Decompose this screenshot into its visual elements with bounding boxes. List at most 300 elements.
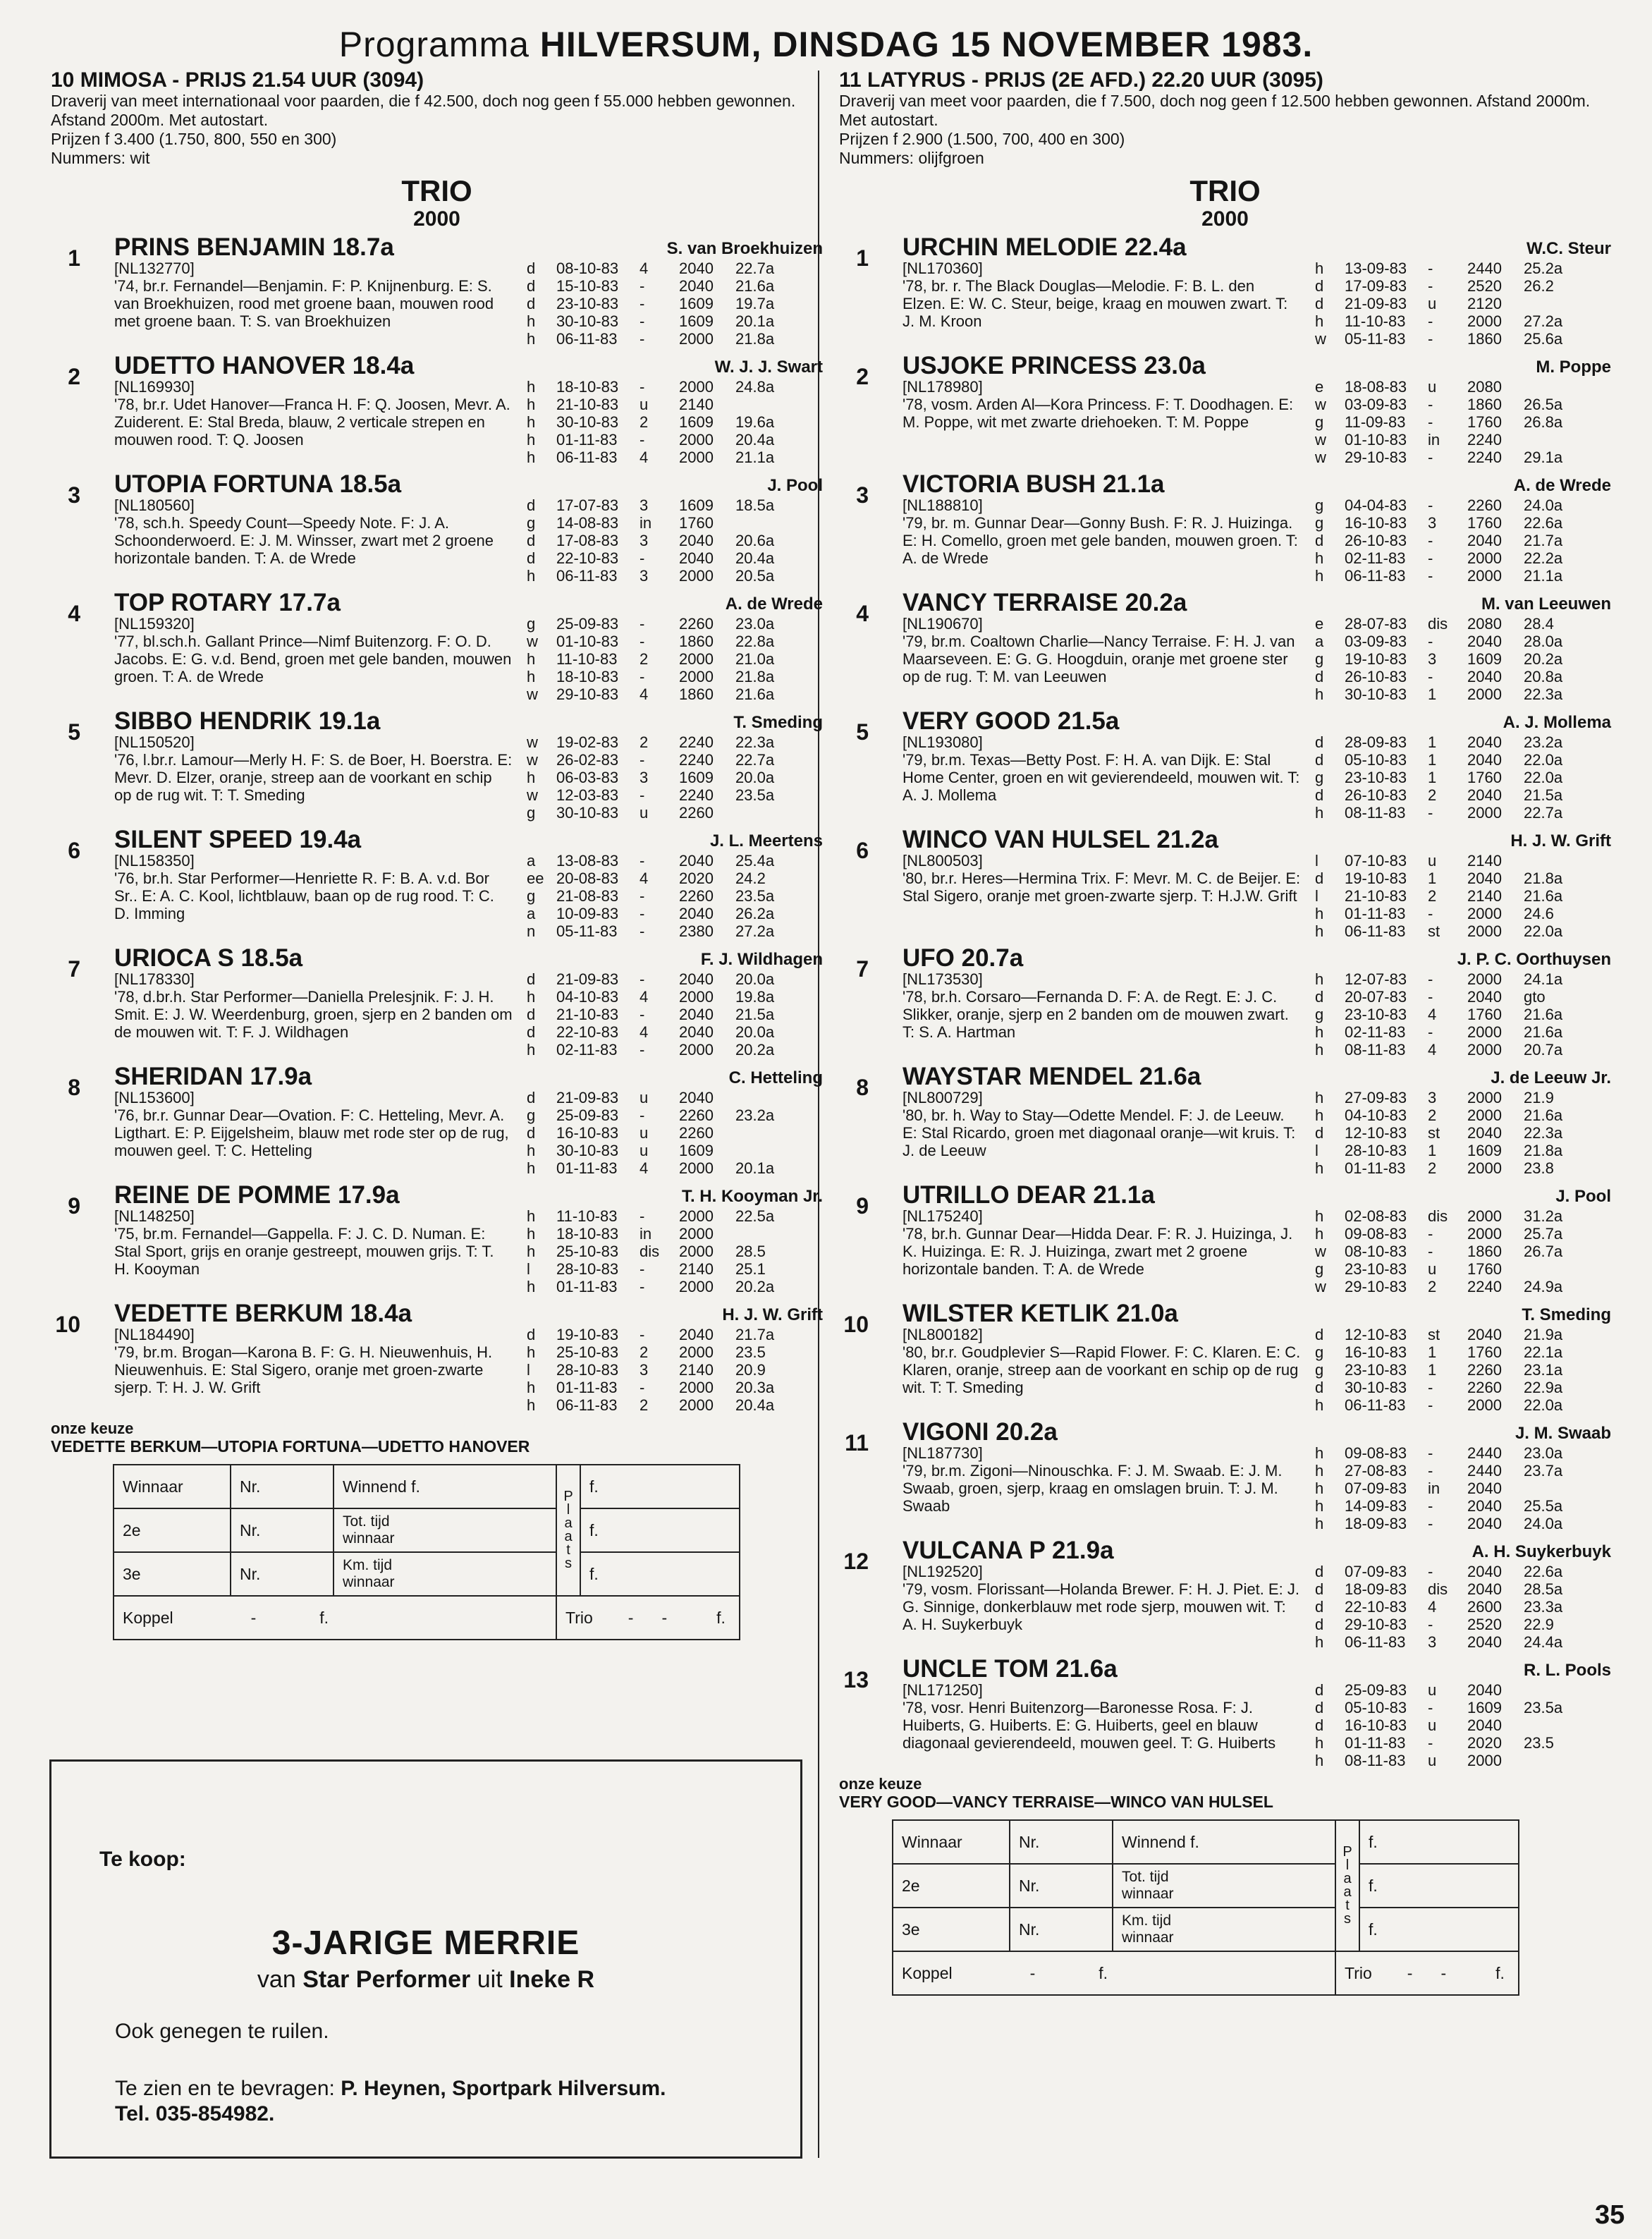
form-distance: 1609	[679, 496, 714, 514]
form-distance: 2000	[1467, 312, 1502, 330]
horse-body	[839, 615, 1611, 703]
form-track: d	[1315, 1598, 1324, 1616]
form-place: in	[640, 1225, 652, 1243]
form-time	[1524, 852, 1587, 870]
horse-header	[51, 709, 823, 733]
form-time: 20.8a	[1524, 668, 1563, 685]
form-place: -	[1428, 312, 1433, 330]
horse-info: [NL187730] '79, br.m. Zigoni—Ninouschka. F: J. M. Swaab. E: J. M. Swaab, groen, sjerp, kraag en omslagen bruin. T: J. M. Swaab	[903, 1444, 1283, 1515]
form-time: 29.1a	[1524, 449, 1563, 466]
form-row	[1315, 378, 1611, 396]
form-place: st	[1428, 1124, 1440, 1142]
form-distance: 2040	[679, 905, 714, 922]
form-time: 20.2a	[735, 1278, 775, 1295]
horse-number: 2	[856, 364, 869, 389]
horse-driver: J. Pool	[1555, 1187, 1611, 1206]
form-row	[527, 532, 823, 549]
form-time: 22.0a	[1524, 922, 1563, 940]
ad-phone: Tel. 035-854982.	[115, 2102, 275, 2125]
form-distance: 2240	[1467, 1278, 1502, 1295]
form-track: w	[1315, 1278, 1326, 1295]
horse-form	[1315, 615, 1611, 703]
form-date: 11-10-83	[556, 1207, 618, 1225]
horse-body	[51, 1089, 823, 1177]
form-distance: 2040	[679, 1326, 714, 1343]
plaats-f3: f.	[1359, 1908, 1519, 1951]
form-distance: 2140	[679, 1260, 714, 1278]
form-track: w	[1315, 330, 1326, 348]
winnaar-label: Winnaar	[893, 1820, 1010, 1864]
form-place: 2	[1428, 1159, 1437, 1177]
horse-name: WAYSTAR MENDEL 21.6a	[903, 1063, 1201, 1090]
horse-driver: A. J. Mollema	[1503, 713, 1611, 732]
form-time	[1524, 1480, 1587, 1497]
form-track: h	[527, 1379, 536, 1396]
winnend-label: Winnend f.	[334, 1465, 556, 1508]
form-track: h	[527, 1207, 536, 1225]
form-distance: 1860	[679, 633, 714, 650]
race-description: Draverij van meet internationaal voor paarden, die f 42.500, doch nog geen f 55.000 hebben gewonnen. Afstand 2000m. Met autostart.	[51, 92, 796, 129]
horse-body	[51, 1207, 823, 1295]
horse-name: VULCANA P 21.9a	[903, 1537, 1114, 1564]
horse-header	[51, 1183, 823, 1207]
form-date: 03-09-83	[1345, 633, 1407, 650]
nr-label: Nr.	[1010, 1864, 1113, 1908]
form-distance: 1609	[679, 769, 714, 786]
form-row	[527, 970, 823, 988]
form-track: g	[1315, 496, 1324, 514]
form-place: -	[640, 1260, 645, 1278]
form-distance: 2140	[679, 396, 714, 413]
form-place: -	[640, 633, 645, 650]
form-time: 20.3a	[735, 1379, 775, 1396]
horse-header	[839, 1539, 1611, 1563]
form-track: d	[1315, 1681, 1324, 1699]
form-date: 01-10-83	[556, 633, 619, 650]
form-distance: 2120	[1467, 295, 1502, 312]
horse-name: SILENT SPEED 19.4a	[114, 826, 362, 853]
horse-form	[1315, 260, 1611, 348]
form-track: h	[1315, 312, 1324, 330]
form-time: 20.5a	[735, 567, 775, 585]
keuze-picks: VEDETTE BERKUM—UTOPIA FORTUNA—UDETTO HANOVER	[51, 1437, 530, 1456]
form-date: 12-03-83	[556, 786, 619, 804]
form-time: 20.1a	[735, 312, 775, 330]
form-track: l	[527, 1361, 530, 1379]
form-date: 01-11-83	[556, 431, 618, 449]
horse-body	[51, 852, 823, 940]
horse-form	[527, 1089, 823, 1177]
form-row	[527, 1243, 823, 1260]
form-track: d	[1315, 870, 1324, 887]
horse-number: 6	[68, 838, 80, 863]
form-date: 23-10-83	[1345, 1361, 1407, 1379]
horse-header	[839, 591, 1611, 615]
horse-driver: S. van Broekhuizen	[666, 239, 823, 258]
ad-sub-mother: Ineke R	[509, 1966, 595, 1993]
form-row	[527, 567, 823, 585]
horse-entry	[51, 828, 823, 940]
form-time: 21.5a	[735, 1006, 775, 1023]
form-track: h	[1315, 1159, 1324, 1177]
form-row	[527, 1361, 823, 1379]
form-track: d	[1315, 295, 1324, 312]
form-place: 3	[640, 769, 649, 786]
horse-driver: J. de Leeuw Jr.	[1491, 1068, 1611, 1087]
form-date: 19-10-83	[1345, 870, 1407, 887]
form-distance: 2080	[1467, 378, 1502, 396]
form-track: d	[1315, 1580, 1324, 1598]
form-track: h	[527, 988, 536, 1006]
horse-driver: H. J. W. Grift	[722, 1305, 823, 1324]
horse-entry	[839, 591, 1611, 703]
form-time	[735, 804, 799, 822]
form-place: 3	[1428, 514, 1437, 532]
ad-contact-pre: Te zien en te bevragen:	[115, 2077, 335, 2100]
form-distance: 2000	[679, 1159, 714, 1177]
form-date: 05-10-83	[1345, 751, 1407, 769]
form-time: 21.6a	[1524, 1106, 1563, 1124]
form-row	[1315, 1716, 1611, 1734]
form-row	[1315, 514, 1611, 532]
form-distance: 2040	[1467, 1497, 1502, 1515]
form-date: 18-09-83	[1345, 1580, 1407, 1598]
form-track: h	[1315, 1752, 1324, 1769]
horse-body	[51, 970, 823, 1059]
form-track: h	[1315, 1515, 1324, 1532]
form-time: 21.8a	[1524, 870, 1563, 887]
form-time: 20.0a	[735, 1023, 775, 1041]
form-distance: 1760	[1467, 514, 1502, 532]
form-place: -	[640, 615, 645, 633]
form-distance: 1609	[679, 1142, 714, 1159]
horse-entry	[51, 472, 823, 585]
form-time: 23.5a	[735, 887, 775, 905]
km-tijd-label: Km. tijd winnaar	[1113, 1908, 1335, 1951]
form-distance: 2000	[1467, 1225, 1502, 1243]
race-prizes: Prijzen f 2.900 (1.500, 700, 400 en 300)	[839, 130, 1125, 148]
form-date: 25-09-83	[556, 1106, 619, 1124]
form-distance: 2040	[679, 970, 714, 988]
horse-form	[1315, 1563, 1611, 1651]
nr-label: Nr.	[231, 1465, 334, 1508]
horse-body	[839, 378, 1611, 466]
form-track: h	[527, 1225, 536, 1243]
form-time: 21.6a	[1524, 887, 1563, 905]
form-row	[527, 786, 823, 804]
horse-driver: T. Smeding	[1522, 1305, 1611, 1324]
form-distance: 1760	[679, 514, 714, 532]
form-row	[1315, 1361, 1611, 1379]
form-track: w	[527, 786, 538, 804]
form-distance: 2080	[1467, 615, 1502, 633]
form-row	[1315, 733, 1611, 751]
form-place: -	[1428, 1379, 1433, 1396]
horse-form	[1315, 1681, 1611, 1769]
form-distance: 2260	[679, 1124, 714, 1142]
form-row	[527, 1278, 823, 1295]
page-number: 35	[1595, 2200, 1625, 2230]
form-track: d	[1315, 1124, 1324, 1142]
form-distance: 2040	[1467, 988, 1502, 1006]
form-row	[527, 633, 823, 650]
form-place: u	[640, 1142, 649, 1159]
form-distance: 2140	[1467, 887, 1502, 905]
form-time: 28.5a	[1524, 1580, 1563, 1598]
form-distance: 2440	[1467, 1462, 1502, 1480]
horse-form	[527, 733, 823, 822]
form-place: 4	[640, 870, 649, 887]
koppel-cell	[114, 1596, 556, 1640]
form-track: h	[527, 449, 536, 466]
horse-driver: C. Hetteling	[728, 1068, 823, 1087]
form-place: 3	[640, 532, 649, 549]
form-time: 21.1a	[1524, 567, 1563, 585]
form-date: 02-11-83	[556, 1041, 618, 1059]
trio-f: f.	[1495, 1963, 1505, 1982]
horse-number: 2	[68, 364, 80, 389]
form-row	[1315, 1444, 1611, 1462]
horse-name: USJOKE PRINCESS 23.0a	[903, 352, 1206, 379]
form-time: 19.6a	[735, 413, 775, 431]
form-row	[527, 769, 823, 786]
horse-number: 13	[843, 1667, 869, 1692]
horse-driver: M. van Leeuwen	[1481, 594, 1611, 614]
form-track: w	[527, 751, 538, 769]
form-track: e	[1315, 378, 1324, 396]
form-row	[1315, 1041, 1611, 1059]
form-distance: 2000	[679, 1343, 714, 1361]
horse-info: [NL190670] '79, br.m. Coaltown Charlie—Nancy Terraise. F: H. J. van Maarseveen. E: G. G. Hoogduin, oranje met groene ster op de rug. T: M. van Leeuwen	[903, 615, 1295, 685]
form-date: 04-04-83	[1345, 496, 1407, 514]
form-place: -	[1428, 804, 1433, 822]
form-track: g	[527, 615, 536, 633]
form-date: 16-10-83	[1345, 514, 1407, 532]
form-time: 21.9	[1524, 1089, 1554, 1106]
form-date: 21-10-83	[1345, 887, 1407, 905]
form-distance: 2040	[679, 1023, 714, 1041]
form-row	[527, 549, 823, 567]
form-date: 02-11-83	[1345, 1023, 1406, 1041]
horse-body	[839, 260, 1611, 348]
horse-info: [NL193080] '79, br.m. Texas—Betty Post. F: H. A. van Dijk. E: Stal Home Center, groen en wit gevierendeeld, mouwen wit. T: A. J. Mollema	[903, 733, 1300, 804]
form-place: 3	[1428, 1633, 1437, 1651]
form-row	[527, 1124, 823, 1142]
form-distance: 2040	[1467, 1124, 1502, 1142]
form-distance: 1609	[679, 295, 714, 312]
form-track: h	[1315, 1444, 1324, 1462]
trio-dash: -	[1407, 1963, 1413, 1982]
form-time	[1524, 295, 1587, 312]
form-distance: 2000	[679, 567, 714, 585]
form-date: 10-09-83	[556, 905, 619, 922]
form-row	[527, 514, 823, 532]
form-time: 21.6a	[1524, 1006, 1563, 1023]
form-row	[1315, 1159, 1611, 1177]
horse-info: [NL158350] '76, br.h. Star Performer—Henriette R. F: B. A. v.d. Bor Sr.. E: A. C. Kool, lichtblauw, baan op de rug rood. T: C. D. Imming	[114, 852, 494, 922]
ad-contact	[115, 2076, 666, 2127]
form-distance: 2000	[679, 1396, 714, 1414]
form-date: 16-10-83	[1345, 1716, 1407, 1734]
form-date: 23-10-83	[1345, 1006, 1407, 1023]
horse-number: 12	[843, 1549, 869, 1574]
form-distance: 1609	[679, 312, 714, 330]
horse-name: WILSTER KETLIK 21.0a	[903, 1300, 1178, 1327]
horse-header	[51, 1302, 823, 1326]
nr-label: Nr.	[1010, 1908, 1113, 1951]
form-date: 27-09-83	[1345, 1089, 1407, 1106]
form-time: 24.6	[1524, 905, 1554, 922]
form-place: u	[640, 1124, 649, 1142]
form-row	[1315, 1563, 1611, 1580]
title-prefix: Programma	[338, 25, 530, 64]
form-place: 3	[1428, 650, 1437, 668]
title-main: HILVERSUM, DINSDAG 15 NOVEMBER 1983.	[539, 25, 1314, 64]
form-distance: 2000	[1467, 685, 1502, 703]
trio-dash: -	[1440, 1963, 1447, 1982]
form-place: -	[640, 1041, 645, 1059]
horse-driver: A. H. Suykerbuyk	[1471, 1542, 1611, 1561]
form-row	[1315, 685, 1611, 703]
race-numbers: Nummers: olijfgroen	[839, 149, 984, 167]
form-time: 26.7a	[1524, 1243, 1563, 1260]
form-row	[527, 1343, 823, 1361]
form-track: h	[1315, 1633, 1324, 1651]
horse-header	[839, 354, 1611, 378]
result-form-table	[892, 1819, 1519, 1996]
form-place: u	[640, 804, 649, 822]
koppel-f: f.	[319, 1608, 329, 1627]
horse-entry	[839, 1183, 1611, 1295]
form-row	[1315, 751, 1611, 769]
horse-entry	[51, 1065, 823, 1177]
form-distance: 1609	[1467, 650, 1502, 668]
form-track: a	[527, 905, 536, 922]
form-time: 25.7a	[1524, 1225, 1563, 1243]
form-row	[527, 1260, 823, 1278]
form-place: 3	[1428, 1089, 1437, 1106]
form-distance: 2020	[1467, 1734, 1502, 1752]
form-distance: 2260	[1467, 1379, 1502, 1396]
form-row	[1315, 668, 1611, 685]
form-date: 30-10-83	[1345, 685, 1407, 703]
form-date: 08-11-83	[1345, 1752, 1406, 1769]
form-row	[1315, 1343, 1611, 1361]
form-distance: 2000	[679, 431, 714, 449]
form-date: 28-10-83	[1345, 1142, 1407, 1159]
form-place: 1	[1428, 685, 1437, 703]
form-distance: 2040	[1467, 751, 1502, 769]
form-distance: 2000	[679, 378, 714, 396]
form-time: 22.3a	[735, 733, 775, 751]
horse-info: [NL170360] '78, br. r. The Black Douglas—Melodie. F: B. L. den Elzen. E: W. C. Steur, beige, kraag en mouwen zwart. T: J. M. Kroon	[903, 260, 1288, 330]
form-row	[527, 751, 823, 769]
form-date: 04-10-83	[1345, 1106, 1407, 1124]
form-place: -	[640, 378, 645, 396]
form-place: 2	[1428, 1278, 1437, 1295]
form-row	[527, 431, 823, 449]
form-distance: 2040	[1467, 786, 1502, 804]
form-track: d	[527, 549, 536, 567]
form-time: 18.5a	[735, 496, 775, 514]
race-distance: 2000	[413, 207, 460, 231]
form-track: d	[1315, 1716, 1324, 1734]
form-distance: 1860	[1467, 330, 1502, 348]
form-date: 30-10-83	[556, 804, 619, 822]
form-time: 21.7a	[735, 1326, 775, 1343]
form-distance: 2040	[1467, 1633, 1502, 1651]
ad-sub-van: van	[257, 1966, 296, 1993]
horse-driver: A. de Wrede	[725, 594, 823, 614]
horse-number: 1	[856, 245, 869, 271]
form-track: h	[1315, 549, 1324, 567]
form-row	[527, 1159, 823, 1177]
trio-label: TRIO	[1189, 174, 1261, 207]
form-place: u	[1428, 1716, 1437, 1734]
form-track: g	[1315, 769, 1324, 786]
form-time	[1524, 1716, 1587, 1734]
form-distance: 2000	[1467, 922, 1502, 940]
form-row	[527, 668, 823, 685]
form-place: -	[1428, 449, 1433, 466]
horse-number: 5	[856, 719, 869, 745]
form-place: -	[1428, 277, 1433, 295]
form-track: h	[1315, 1089, 1324, 1106]
form-row	[1315, 1260, 1611, 1278]
form-track: h	[1315, 905, 1324, 922]
horse-name: TOP ROTARY 17.7a	[114, 589, 341, 616]
horse-number: 3	[856, 482, 869, 508]
form-place: 2	[1428, 1106, 1437, 1124]
form-time: 22.7a	[1524, 804, 1563, 822]
form-place: -	[640, 1326, 645, 1343]
form-track: w	[527, 685, 538, 703]
horse-entry	[839, 1539, 1611, 1651]
form-track: d	[527, 1006, 536, 1023]
race-prizes: Prijzen f 3.400 (1.750, 800, 550 en 300)	[51, 130, 337, 148]
form-row	[527, 988, 823, 1006]
horse-header	[839, 1183, 1611, 1207]
form-track: g	[1315, 413, 1324, 431]
horse-info: [NL169930] '78, br.r. Udet Hanover—Franca H. F: Q. Joosen, Mevr. A. Zuiderent. E: Stal Breda, blauw, 2 verticale strepen en mouwen rood. T: Q. Joosen	[114, 378, 510, 449]
form-time	[1524, 378, 1587, 396]
form-distance: 1760	[1467, 769, 1502, 786]
form-track: h	[527, 378, 536, 396]
horse-body	[51, 1326, 823, 1414]
keuze-label: onze keuze	[839, 1775, 922, 1793]
form-date: 18-10-83	[556, 378, 619, 396]
horse-driver: J. P. C. Oorthuysen	[1457, 950, 1611, 969]
form-place: -	[640, 330, 645, 348]
form-distance: 2040	[679, 1089, 714, 1106]
horse-entry	[839, 472, 1611, 585]
form-row	[527, 330, 823, 348]
form-place: 4	[1428, 1041, 1437, 1059]
horse-body	[51, 496, 823, 585]
form-place: 4	[640, 988, 649, 1006]
form-row	[527, 1326, 823, 1343]
trio-dash: -	[661, 1608, 668, 1627]
form-date: 01-11-83	[1345, 1734, 1406, 1752]
horse-info: [NL159320] '77, bl.sch.h. Gallant Prince—Nimf Buitenzorg. F: O. D. Jacobs. E: G. v.d. Bend, groen met gele banden, mouwen groen. T: A. de Wrede	[114, 615, 512, 685]
form-track: l	[1315, 887, 1318, 905]
horse-form	[1315, 1207, 1611, 1295]
horse-info: [NL173530] '78, br.h. Corsaro—Fernanda D. F: A. de Regt. E: J. C. Slikker, oranje, sjerp en 2 banden om de mouwen zwart. T: S. A. Hartman	[903, 970, 1289, 1041]
form-distance: 2040	[1467, 532, 1502, 549]
form-distance: 2000	[679, 1379, 714, 1396]
form-place: -	[1428, 1444, 1433, 1462]
form-distance: 2440	[1467, 260, 1502, 277]
